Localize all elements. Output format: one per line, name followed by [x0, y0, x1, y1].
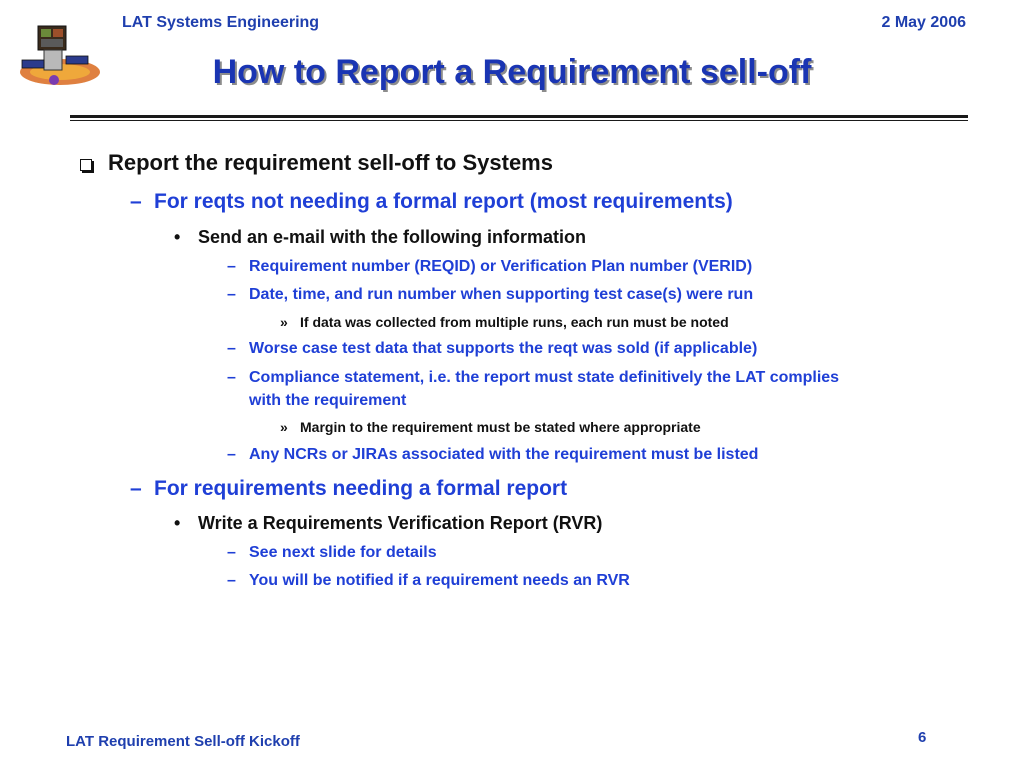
bullet-level4-continuation: with the requirement	[249, 392, 407, 409]
dash-marker: –	[227, 369, 236, 386]
dash-marker: –	[130, 190, 142, 213]
title-rule-thin	[70, 120, 968, 121]
bullet-level5: Margin to the requirement must be stated where appropriate	[300, 419, 701, 435]
bullet-level3: Send an e-mail with the following information	[198, 227, 587, 247]
bullet-level4: Any NCRs or JIRAs associated with the requirement must be listed	[249, 446, 759, 463]
bullet-level4: Compliance statement, i.e. the report must state definitively the LAT complies	[249, 369, 840, 386]
bullet-level4: Requirement number (REQID) or Verification Plan number (VERID)	[249, 258, 753, 275]
footer-text: LAT Requirement Sell-off Kickoff	[66, 733, 300, 750]
dash-marker: –	[227, 446, 236, 463]
dot-marker: •	[174, 513, 181, 533]
header-org: LAT Systems Engineering	[122, 14, 320, 31]
slide-title: How to Report a Requirement sell-off	[212, 53, 812, 91]
bullet-level4: You will be notified if a requirement needs an RVR	[249, 572, 630, 589]
bullet-level4: Worse case test data that supports the reqt was sold (if applicable)	[249, 340, 758, 357]
bullet-level2: For reqts not needing a formal report (most requirements)	[154, 190, 733, 213]
raquo-marker: »	[280, 314, 288, 330]
dash-marker: –	[227, 286, 236, 303]
dash-marker: –	[130, 477, 142, 500]
dash-marker: –	[227, 572, 236, 589]
bullet-level4: Date, time, and run number when supporting test case(s) were run	[249, 286, 754, 303]
header-date: 2 May 2006	[881, 14, 966, 31]
title-rule-thick	[70, 115, 968, 118]
bullet-level5: If data was collected from multiple runs, each run must be noted	[300, 314, 729, 330]
dash-marker: –	[227, 340, 236, 357]
raquo-marker: »	[280, 419, 288, 435]
dash-marker: –	[227, 258, 236, 275]
bullet-level1: Report the requirement sell-off to Systems	[108, 150, 553, 175]
square-bullet-icon	[80, 159, 92, 171]
dot-marker: •	[174, 227, 181, 247]
page-number: 6	[918, 729, 927, 746]
bullet-level2: For requirements needing a formal report	[154, 477, 568, 500]
bullet-level3: Write a Requirements Verification Report (RVR)	[198, 513, 603, 533]
dash-marker: –	[227, 544, 236, 561]
bullet-level4: See next slide for details	[249, 544, 437, 561]
